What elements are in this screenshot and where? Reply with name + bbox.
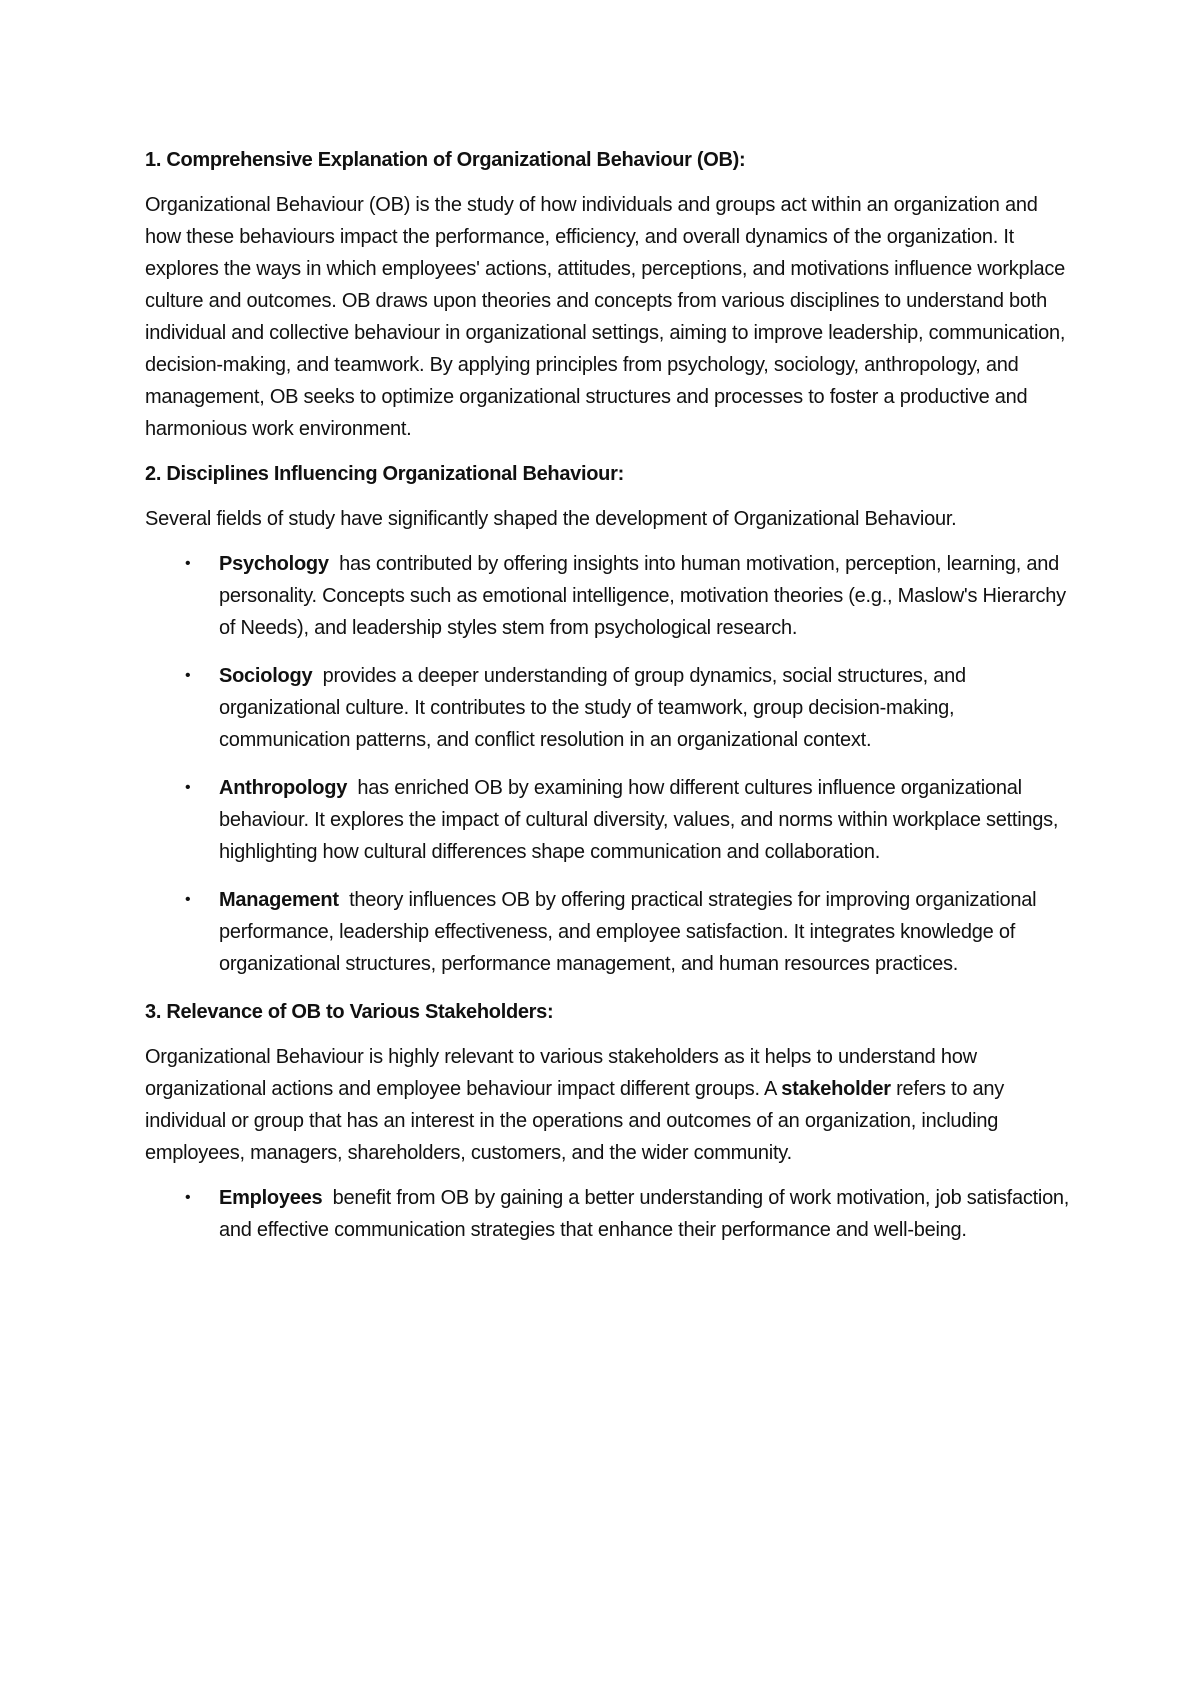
document-page — [145, 144, 1070, 1262]
list-item-text: benefit from OB by gaining a better understanding of work motivation, job satisfaction, and effective communication strategies that enhance their performance and well-being. — [219, 1187, 1070, 1241]
bullet-icon: • — [185, 779, 191, 796]
list-item-text: provides a deeper understanding of group dynamics, social structures, and organizational culture. It contributes to the study of teamwork, group decision-making, communication patterns, and conflict resolution in an organizational context. — [219, 665, 966, 751]
bullet-icon: • — [185, 667, 191, 684]
section-paragraph: Several fields of study have significantly shaped the development of Organizational Behaviour. — [145, 508, 957, 530]
disciplines-list — [145, 548, 1070, 980]
list-item-term: Employees — [219, 1187, 323, 1209]
section-heading: 2. Disciplines Influencing Organizational Behaviour: — [145, 463, 624, 485]
list-item-term: Psychology — [219, 553, 329, 575]
list-item-anthropology — [145, 772, 1070, 868]
list-item-management — [145, 884, 1070, 980]
section-stakeholders — [145, 996, 1070, 1246]
paragraph-text-before: Organizational Behaviour is highly relevant to various stakeholders as it helps to understand how organizational actions and employee behaviour impact different groups. A — [145, 1046, 977, 1100]
list-item-sociology — [145, 660, 1070, 756]
bullet-icon: • — [185, 891, 191, 908]
list-item-term: Management — [219, 889, 339, 911]
section-disciplines — [145, 458, 1070, 980]
list-item-term: Sociology — [219, 665, 313, 687]
list-item-text: has contributed by offering insights into human motivation, perception, learning, and personality. Concepts such as emotional intelligence, motivation theories (e.g., Maslow's Hierarchy of Needs), and leadership styles stem from psychological research. — [219, 553, 1066, 639]
list-item-term: Anthropology — [219, 777, 348, 799]
section-paragraph — [145, 1041, 1070, 1169]
bullet-icon: • — [185, 1189, 191, 1206]
section-ob-explanation — [145, 144, 1070, 445]
section-heading: 1. Comprehensive Explanation of Organizational Behaviour (OB): — [145, 149, 746, 171]
paragraph-text-after: refers to any individual or group that has an interest in the operations and outcomes of an organization, including employees, managers, shareholders, customers, and the wider community. — [145, 1078, 1004, 1164]
list-item-psychology — [145, 548, 1070, 644]
stakeholders-list — [145, 1182, 1070, 1246]
paragraph-term-stakeholder: stakeholder — [781, 1078, 891, 1100]
section-paragraph: Organizational Behaviour (OB) is the study of how individuals and groups act within an organization and how these behaviours impact the performance, efficiency, and overall dynamics of the organization. It explores the ways in which employees' actions, attitudes, perceptions, and motivations influence workplace culture and outcomes. OB draws upon theories and concepts from various disciplines to understand both individual and collective behaviour in organizational settings, aiming to improve leadership, communication, decision-making, and teamwork. By applying principles from psychology, sociology, anthropology, and management, OB seeks to optimize organizational structures and processes to foster a productive and harmonious work environment. — [145, 194, 1066, 440]
list-item-employees — [145, 1182, 1070, 1246]
list-item-text: theory influences OB by offering practical strategies for improving organizational performance, leadership effectiveness, and employee satisfaction. It integrates knowledge of organizational structures, performance management, and human resources practices. — [219, 889, 1037, 975]
section-heading: 3. Relevance of OB to Various Stakeholders: — [145, 1001, 554, 1023]
bullet-icon: • — [185, 555, 191, 572]
list-item-text: has enriched OB by examining how different cultures influence organizational behaviour. It explores the impact of cultural diversity, values, and norms within workplace settings, highlighting how cultural differences shape communication and collaboration. — [219, 777, 1059, 863]
